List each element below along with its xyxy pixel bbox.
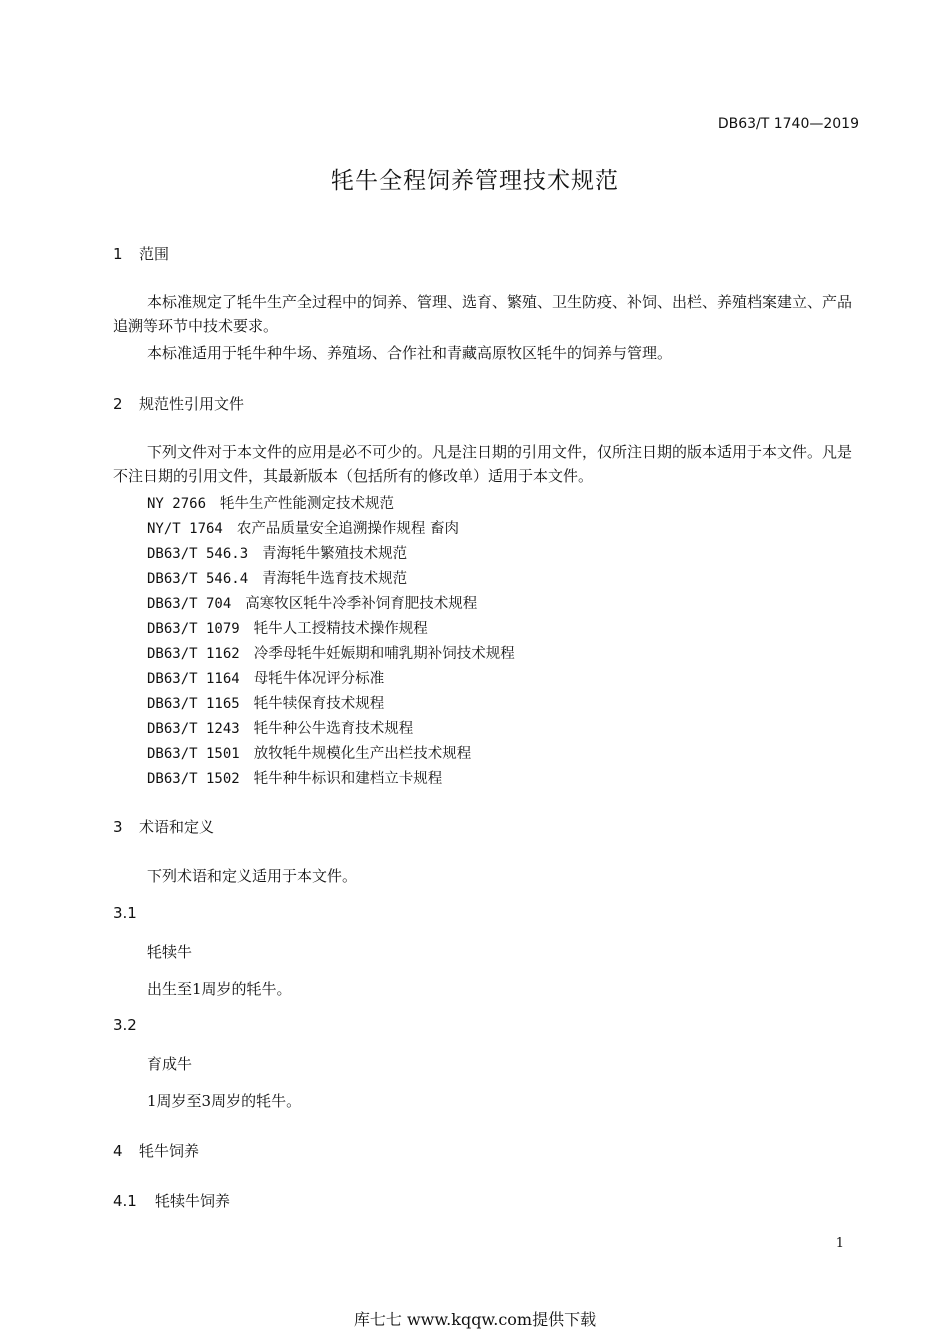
reference-title: 牦牛犊保育技术规程: [253, 696, 385, 712]
section-4-heading: [113, 1140, 199, 1161]
document-title: 牦牛全程饲养管理技术规范: [331, 168, 619, 194]
section-3-title: 术语和定义: [139, 818, 215, 836]
section-2-number: 2: [113, 395, 123, 413]
section-4-1-number: 4.1: [113, 1192, 137, 1210]
reference-title: 青海牦牛繁殖技术规范: [262, 546, 408, 562]
section-3-paragraph-1: 下列术语和定义适用于本文件。: [147, 867, 358, 885]
reference-title: 母牦牛体况评分标准: [253, 671, 385, 687]
term-3-1-name: 牦犊牛: [147, 943, 193, 961]
reference-code: NY/T 1764: [147, 521, 223, 537]
reference-code: DB63/T 546.3: [147, 546, 249, 562]
section-1-number: 1: [113, 245, 123, 263]
term-3-2-definition: 1周岁至3周岁的牦牛。: [147, 1092, 302, 1110]
reference-code: DB63/T 1502: [147, 771, 240, 787]
reference-title: 冷季母牦牛妊娠期和哺乳期补饲技术规程: [253, 646, 515, 662]
reference-code: DB63/T 1164: [147, 671, 240, 687]
reference-code: DB63/T 1079: [147, 621, 240, 637]
reference-code: DB63/T 1165: [147, 696, 240, 712]
reference-title: 农产品质量安全追溯操作规程 畜肉: [236, 521, 459, 537]
reference-code: DB63/T 1162: [147, 646, 240, 662]
reference-title: 青海牦牛选育技术规范: [262, 571, 408, 587]
reference-title: 牦牛种公牛选育技术规程: [253, 721, 414, 737]
section-1-paragraph-1: [113, 290, 860, 338]
section-4-title: 牦牛饲养: [139, 1142, 200, 1160]
section-1-title: 范围: [139, 245, 170, 263]
page-number: 1: [835, 1236, 844, 1251]
reference-item: [147, 617, 428, 638]
term-3-1-number: 3.1: [113, 904, 137, 922]
section-4-1-title: 牦犊牛饲养: [155, 1192, 231, 1210]
reference-item: [147, 642, 515, 663]
section-2-heading: [113, 393, 244, 414]
section-3-heading: [113, 816, 214, 837]
reference-item: [147, 717, 413, 738]
reference-item: [147, 492, 394, 513]
term-3-1-definition: 出生至1周岁的牦牛。: [147, 980, 292, 998]
reference-code: DB63/T 1243: [147, 721, 240, 737]
section-2-paragraph-1-text: 下列文件对于本文件的应用是必不可少的。凡是注日期的引用文件，仅所注日期的版本适用于本文件。凡是不注日期的引用文件，其最新版本（包括所有的修改单）适用于本文件。: [113, 443, 853, 485]
section-1-heading: [113, 243, 169, 264]
reference-item: [147, 692, 384, 713]
reference-title: 高寒牧区牦牛冷季补饲育肥技术规程: [245, 596, 478, 612]
section-2-paragraph-1: [113, 440, 860, 488]
section-4-1-heading: [113, 1190, 230, 1211]
section-2-title: 规范性引用文件: [139, 395, 245, 413]
reference-item: [147, 567, 407, 588]
section-1-paragraph-2: 本标准适用于牦牛种牛场、养殖场、合作社和青藏高原牧区牦牛的饲养与管理。: [147, 344, 673, 362]
reference-code: DB63/T 704: [147, 596, 232, 612]
reference-item: [147, 767, 442, 788]
term-3-2-number: 3.2: [113, 1016, 137, 1034]
reference-title: 牦牛生产性能测定技术规范: [220, 496, 395, 512]
section-3-number: 3: [113, 818, 123, 836]
reference-title: 牦牛种牛标识和建档立卡规程: [253, 771, 443, 787]
reference-title: 牦牛人工授精技术操作规程: [253, 621, 428, 637]
reference-title: 放牧牦牛规模化生产出栏技术规程: [253, 746, 472, 762]
section-4-number: 4: [113, 1142, 123, 1160]
section-1-paragraph-1-text: 本标准规定了牦牛生产全过程中的饲养、管理、选育、繁殖、卫生防疫、补饲、出栏、养殖档案建立、产品追溯等环节中技术要求。: [113, 293, 853, 335]
standard-code: DB63/T 1740—2019: [717, 116, 859, 132]
reference-item: [147, 542, 407, 563]
reference-item: [147, 517, 459, 538]
reference-item: [147, 667, 384, 688]
reference-item: [147, 592, 477, 613]
reference-code: NY 2766: [147, 496, 207, 512]
download-footer: 库七七 www.kqqw.com提供下载: [353, 1310, 597, 1329]
reference-code: DB63/T 1501: [147, 746, 240, 762]
reference-item: [147, 742, 471, 763]
reference-code: DB63/T 546.4: [147, 571, 249, 587]
term-3-2-name: 育成牛: [147, 1055, 193, 1073]
